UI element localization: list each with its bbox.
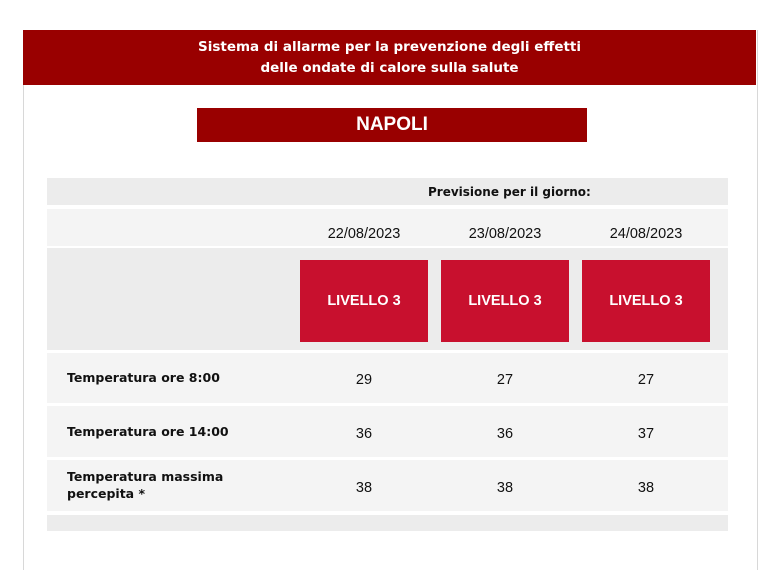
bulletin-header bbox=[23, 30, 756, 85]
forecast-header-row bbox=[47, 178, 728, 205]
temp-8-day-2: 27 bbox=[496, 372, 514, 388]
temp-max-label-line2: percepita * bbox=[67, 486, 146, 501]
temp-max-day-2: 38 bbox=[496, 480, 514, 496]
city-title: NAPOLI bbox=[197, 108, 587, 142]
temp-max-day-1: 38 bbox=[355, 480, 373, 496]
temp-max-day-3: 38 bbox=[637, 480, 655, 496]
temp-8-day-3: 27 bbox=[637, 372, 655, 388]
header-title-line2: delle ondate di calore sulla salute bbox=[260, 59, 519, 76]
date-day-1: 22/08/2023 bbox=[327, 226, 401, 242]
header-title-line1: Sistema di allarme per la prevenzione degli effetti bbox=[197, 38, 582, 55]
temp-max-label bbox=[67, 468, 223, 502]
level-badge-day-2: LIVELLO 3 bbox=[441, 260, 569, 342]
forecast-label: Previsione per il giorno: bbox=[428, 185, 591, 199]
temp-max-label-line1: Temperatura massima bbox=[67, 469, 224, 484]
temp-8-day-1: 29 bbox=[355, 372, 373, 388]
temp-8-label: Temperatura ore 8:00 bbox=[67, 370, 220, 385]
temp-14-day-2: 36 bbox=[496, 426, 514, 442]
table-footer-row bbox=[47, 515, 728, 531]
date-day-3: 24/08/2023 bbox=[609, 226, 683, 242]
level-badge-day-1: LIVELLO 3 bbox=[300, 260, 428, 342]
temp-14-day-3: 37 bbox=[637, 426, 655, 442]
level-badge-day-3: LIVELLO 3 bbox=[582, 260, 710, 342]
date-day-2: 23/08/2023 bbox=[468, 226, 542, 242]
temp-14-day-1: 36 bbox=[355, 426, 373, 442]
temp-14-label: Temperatura ore 14:00 bbox=[67, 424, 229, 439]
